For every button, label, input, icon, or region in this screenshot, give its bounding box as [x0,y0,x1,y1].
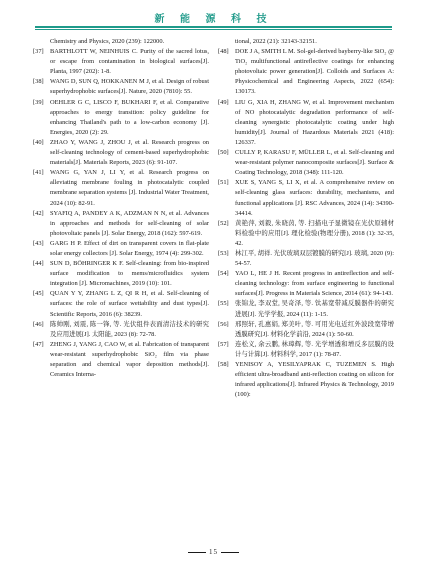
reference-text: GARG H P. Effect of dirt on transparent covers in flat-plate solar energy collectors [J]. Solar Energy, 1974 (4): 299-302. [50,239,209,257]
reference-item [218,320,394,340]
reference-item [33,168,209,208]
reference-number: [42] [33,209,44,217]
reference-text: XUE S, YANG S, LI X, et al. A comprehensive review on self-cleaning glass surfaces: durability, mechanisms, and functional applications [J]. RSC Advances, 2024 (14): 34390-34414. [235,179,394,217]
reference-text: QUAN Y Y, ZHANG L Z, QI R H, et al. Self-cleaning of surfaces: the role of surface wettability and dust types[J]. Scientific Reports, 2016 (6): 38239. [50,290,209,318]
reference-number: [41] [33,169,44,177]
reference-text: ZHENG J, YANG J, CAO W, et al. Fabrication of transparent wear-resistant superhydrophobic SiO₂ film via phase separation and chemical vapor deposition methods[J]. Ceramics Interna- [50,340,209,379]
reference-list-right [218,47,394,400]
reference-text: ZHAO Y, WANG J, ZHOU J, et al. Research progress on self-cleaning technology of cement-based superhydrophobic materials[J]. Materials Reports, 2023 (6): 91-107. [50,138,209,167]
reference-text: 陈帅刚, 刘震, 陈一锋, 等. 光伏组件表面清洁技术的研究及应用进展[J]. 太阳能, 2023 (8): 72-78. [50,320,209,338]
reference-item [33,239,209,259]
header-rule-thick [35,26,392,28]
reference-text: SUN D, BÖHRINGER K F. Self-cleaning: from bio-inspired surface modification to mems/microfluidics system integration [J]. Micromachines, 2019 (10): 101. [50,260,209,288]
reference-number: [47] [33,340,44,348]
reference-item [33,77,209,97]
reference-continuation: Chemistry and Physics, 2020 (239): 122000. [50,38,165,45]
reference-number: [58] [218,361,229,368]
reference-item [33,340,209,380]
reference-item [33,47,209,77]
reference-item [218,299,394,319]
reference-text: YAO L, HE J H. Recent progress in antireflection and self-cleaning technology: from surface engineering to functional surfaces[J]. Progress in Materials Science, 2014 (61): 94-143. [235,270,394,298]
reference-number: [44] [33,260,44,268]
reference-text: YENISOY A, YESILYAPRAK C, TUZEMEN S. High efficient ultra-broadband anti-reflection coating on silicon for infrared applications[J]. Infrared Physics & Technology, 2019 (100): [235,361,394,399]
reference-item [218,269,394,299]
reference-text: 邢照轩, 孔惠娟, 郑美叶, 等. 可用光电近红外波段宽带增透膜研究[J]. 材料化学前沿, 2024 (1): 50-60. [235,320,394,338]
reference-text: 张锦龙, 李双堂, 吴奇泽, 等. 钛基宽带减反膜器件的研究进展[J]. 光学学报, 2024 (11): 1-15. [235,300,394,318]
reference-text: 黄艳萍, 刘毅, 朱晓茵, 等. 扫描电子显微镜在光伏原辅材料检验中的应用[J]. 理化检验(物理分册), 2018 (1): 32-35, 42. [235,219,394,247]
reference-item [33,259,209,289]
reference-number: [51] [218,179,229,187]
reference-text: WANG G, YAN J, LI Y, et al. Research progress on alleviating membrane fouling in photocatalytic coupled membrane separation systems [J]. Industrial Water Treatment, 2024 (10): 82-91. [50,169,209,207]
reference-item [33,320,209,340]
reference-number: [39] [33,98,44,106]
reference-list-left [33,47,209,380]
page-footer [0,548,427,556]
footer-dash-right [221,552,239,553]
reference-item [218,360,394,400]
reference-item [33,209,209,239]
reference-number: [55] [218,300,229,308]
reference-text: CULLY P, KARASU F, MÜLLER L, et al. Self-cleaning and wear-resistant polymer nanocomposite surfaces[J]. Surface & Coating Technology, 2018 (348): 111-120. [235,149,394,177]
footer-dash-left [188,552,206,553]
reference-item [218,47,394,97]
reference-text: WANG D, SUN Q, HOKKANEN M J, et al. Design of robust superhydrophobic surfaces[J]. Nature, 2020 (7810): 55. [50,78,209,96]
reference-number: [52] [218,219,229,227]
reference-item [218,178,394,218]
reference-text: LIU G, XIA H, ZHANG W, et al. Improvement mechanism of NO photocatalytic degradation performance of self-cleaning synergistic photocatalytic coating under high humidity[J]. Journal of Hazardous Materials 2021 (418): 126337. [235,98,394,146]
reference-item [218,98,394,148]
reference-number: [38] [33,78,44,86]
reference-item [33,138,209,168]
reference-continuation: tional, 2022 (21): 32143-32151. [235,38,317,45]
reference-number: [45] [33,290,44,298]
reference-item [218,148,394,178]
reference-text: OEHLER G C, LISCO F, BUKHARI F, et al. Comparative approaches to energy transition: policy guideline for enhancing Thailand's path to a low-carbon economy [J]. Energies, 2020 (2): 29. [50,98,209,136]
reference-item [218,219,394,249]
left-column [33,37,209,380]
reference-number: [48] [218,48,229,56]
reference-number: [57] [218,340,229,348]
reference-item [33,289,209,319]
page-number: 15 [209,548,218,556]
reference-text: BARTHLOTT W, NEINHUIS C. Purity of the sacred lotus, or escape from contamination in biological surfaces[J]. Planta, 1997 (202): 1-8. [50,48,209,76]
reference-text: 林江平, 胡祥. 光伏玻璃双层镀膜的研究[J]. 玻璃, 2020 (9): 54-57. [235,249,394,268]
reference-item [218,249,394,269]
reference-number: [46] [33,320,44,328]
reference-text: DOE J A, SMITH L M. Sol-gel-derived bayberry-like SiO₂ @ TiO₂ multifunctional antireflective coatings for enhancing photovoltaic power generation[J]. Colloids and Surfaces A: Physicochemical and Engineering Aspects, 2022 (654): 130173. [235,48,394,96]
reference-number: [56] [218,320,229,328]
reference-number: [43] [33,239,44,247]
header-rule-thin [35,29,392,30]
reference-number: [50] [218,149,229,157]
reference-number: [53] [218,249,229,257]
right-column [218,37,394,400]
reference-number: [37] [33,48,44,56]
reference-number: [49] [218,98,229,106]
reference-item [218,340,394,360]
reference-text: 连松义, 余云鹏, 林璋辉, 等. 光学增透和增反多层膜的设计与计算[J]. 材料科学, 2017 (1): 78-87. [235,340,394,358]
reference-text: SYAFIQ A, PANDEY A K, ADZMAN N N, et al. Advances in approaches and methods for self-cleaning of solar photovoltaic panels [J]. Solar Energy, 2018 (162): 597-619. [50,209,209,237]
journal-header-title: 新 能 源 科 技 [154,14,273,25]
reference-number: [40] [33,138,44,146]
reference-item [33,98,209,138]
reference-number: [54] [218,270,229,278]
